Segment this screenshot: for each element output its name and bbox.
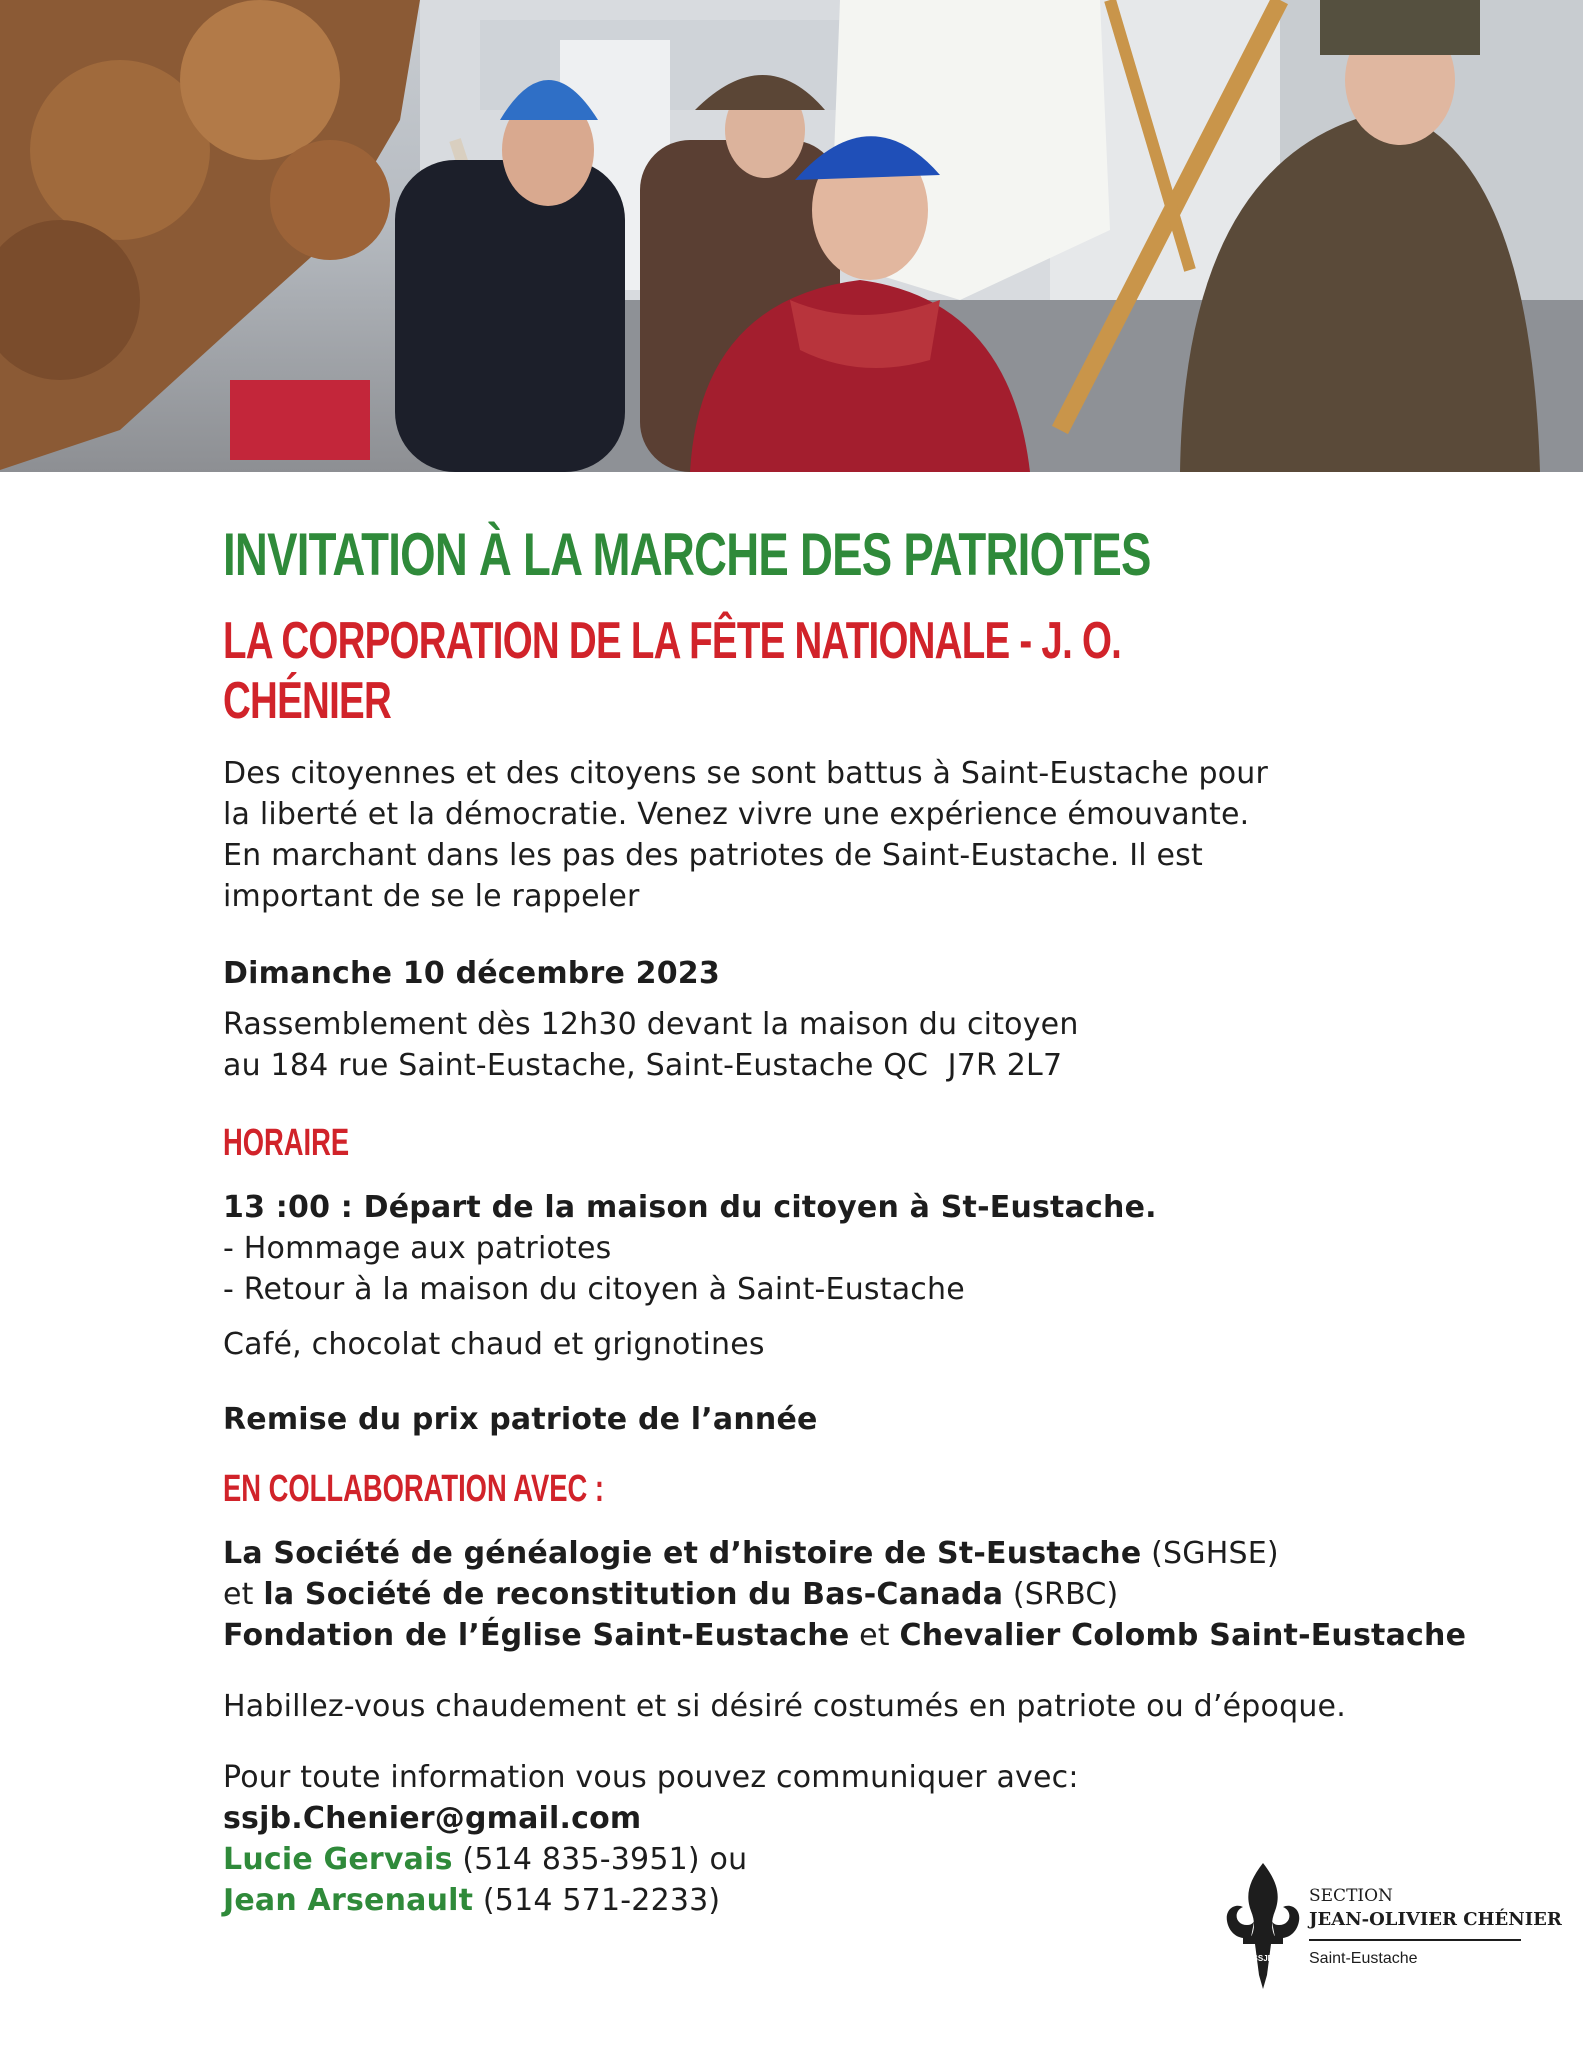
ssjb-logo	[1225, 1863, 1562, 1993]
partner-fondation: Fondation de l’Église Saint-Eustache	[223, 1618, 850, 1653]
schedule-heading: HORAIRE	[223, 1122, 350, 1164]
gathering-line: Rassemblement dès 12h30 devant la maison du citoyen	[223, 1007, 1079, 1042]
contact-name: Jean Arsenault	[223, 1883, 474, 1918]
dress-note: Habillez-vous chaudement et si désiré costumés en patriote ou d’époque.	[223, 1689, 1346, 1724]
contact-name: Lucie Gervais	[223, 1842, 453, 1877]
event-date: Dimanche 10 décembre 2023	[223, 956, 720, 991]
header-photo	[0, 0, 1583, 472]
partner-line	[223, 1615, 1483, 1656]
fleur-de-lis-icon	[1225, 1863, 1301, 1989]
patriotes-march-photo	[0, 0, 1583, 472]
partner-abbr: (SGHSE)	[1141, 1536, 1279, 1571]
schedule-item: - Retour à la maison du citoyen à Saint-Eustache	[223, 1272, 965, 1307]
schedule-list	[223, 1187, 1483, 1310]
intro-line: la liberté et la démocratie. Venez vivre une expérience émouvante.	[223, 797, 1250, 832]
partner-line	[223, 1533, 1483, 1574]
partner-srbc: la Société de reconstitution du Bas-Canada	[263, 1577, 1004, 1612]
partner-joiner: et	[223, 1577, 264, 1612]
partner-line	[223, 1574, 1483, 1615]
refreshments: Café, chocolat chaud et grignotines	[223, 1327, 765, 1362]
invitation-content	[223, 520, 1483, 1921]
intro-line: important de se le rappeler	[223, 879, 640, 914]
schedule-item: - Hommage aux patriotes	[223, 1231, 612, 1266]
logo-divider	[1309, 1939, 1521, 1941]
collaboration-heading: EN COLLABORATION AVEC :	[223, 1468, 605, 1510]
logo-section-name: JEAN-OLIVIER CHÉNIER	[1309, 1909, 1562, 1930]
contact-intro: Pour toute information vous pouvez communiquer avec:	[223, 1760, 1079, 1795]
schedule-departure: 13 :00 : Départ de la maison du citoyen à St-Eustache.	[223, 1190, 1157, 1225]
logo-badge: SSJB	[1252, 1954, 1274, 1963]
partner-chevalier: Chevalier Colomb Saint-Eustache	[899, 1618, 1467, 1653]
intro-line: Des citoyennes et des citoyens se sont battus à Saint-Eustache pour	[223, 756, 1269, 791]
partner-joiner: et	[849, 1618, 900, 1653]
award-announcement: Remise du prix patriote de l’année	[223, 1402, 818, 1437]
organizer-heading: LA CORPORATION DE LA FÊTE NATIONALE - J. O. CHÉNIER	[223, 612, 1122, 730]
intro-line: En marchant dans les pas des patriotes de Saint-Eustache. Il est	[223, 838, 1203, 873]
contact-email-link[interactable]: ssjb.Chenier@gmail.com	[223, 1801, 642, 1836]
gathering-info	[223, 1004, 1483, 1086]
partner-sghse: La Société de généalogie et d’histoire de St-Eustache	[223, 1536, 1142, 1571]
partner-abbr: (SRBC)	[1003, 1577, 1119, 1612]
partners-list	[223, 1533, 1483, 1656]
logo-city: Saint-Eustache	[1309, 1950, 1418, 1967]
contact-phone[interactable]: (514 835-3951) ou	[452, 1842, 748, 1877]
gathering-address: au 184 rue Saint-Eustache, Saint-Eustache QC J7R 2L7	[223, 1048, 1063, 1083]
logo-section-label: SECTION	[1309, 1886, 1393, 1906]
contact-phone[interactable]: (514 571-2233)	[473, 1883, 721, 1918]
intro-paragraph	[223, 753, 1483, 917]
page-title: INVITATION À LA MARCHE DES PATRIOTES	[223, 521, 1151, 588]
